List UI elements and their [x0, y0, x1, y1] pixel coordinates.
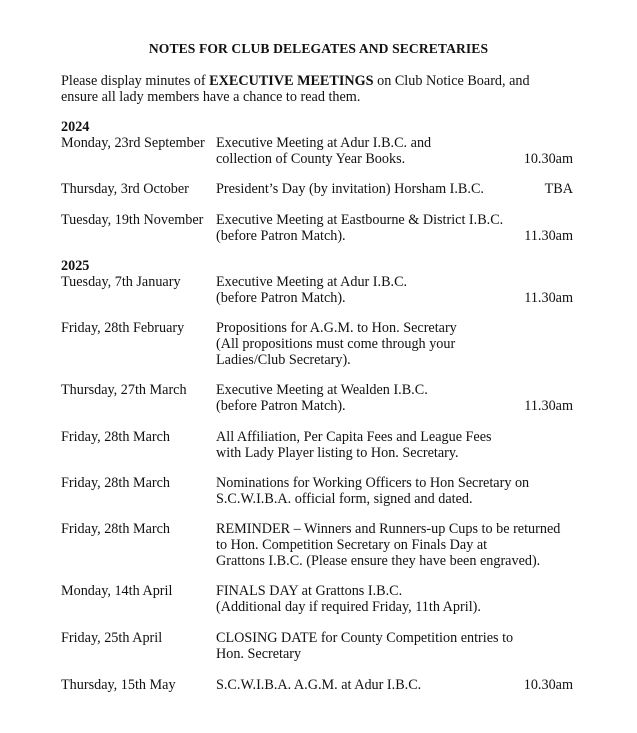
- entry-line: President’s Day (by invitation) Horsham I.B.C.: [216, 181, 484, 197]
- entry-line: (before Patron Match).: [216, 398, 346, 414]
- entry-line: REMINDER – Winners and Runners-up Cups to be returned: [216, 521, 561, 537]
- entry-line: Executive Meeting at Eastbourne & District I.B.C.: [216, 212, 504, 228]
- entry-line: Executive Meeting at Adur I.B.C.: [216, 274, 408, 290]
- entry-time: 11.30am: [524, 398, 573, 414]
- entry-description: [216, 429, 492, 461]
- entry-line: Propositions for A.G.M. to Hon. Secretary: [216, 320, 457, 336]
- intro-paragraph: [61, 73, 591, 105]
- entry-line: with Lady Player listing to Hon. Secretary.: [216, 445, 459, 461]
- entry-description: [216, 212, 503, 244]
- entry-line: S.C.W.I.B.A. A.G.M. at Adur I.B.C.: [216, 677, 422, 693]
- entry-time: 11.30am: [524, 290, 573, 306]
- entry-description: [216, 135, 431, 167]
- entry-date: Friday, 28th March: [61, 429, 171, 445]
- entry-line: Grattons I.B.C. (Please ensure they have been engraved).: [216, 553, 541, 569]
- entry-date: Thursday, 3rd October: [61, 181, 189, 197]
- entry-description: [216, 583, 481, 615]
- entry-description: [216, 521, 560, 569]
- entry-date: Monday, 23rd September: [61, 135, 205, 151]
- entry-line: collection of County Year Books.: [216, 151, 406, 167]
- entry-description: [216, 320, 457, 368]
- entry-date: Friday, 28th February: [61, 320, 185, 336]
- entry-line: S.C.W.I.B.A. official form, signed and dated.: [216, 491, 473, 507]
- entry-description: [216, 382, 428, 414]
- page-title: NOTES FOR CLUB DELEGATES AND SECRETARIES: [148, 41, 489, 56]
- entry-date: Friday, 28th March: [61, 521, 171, 537]
- entry-date: Tuesday, 7th January: [61, 274, 181, 290]
- entry-line: (before Patron Match).: [216, 290, 346, 306]
- entry-time: 10.30am: [523, 677, 573, 693]
- entry-line: (Additional day if required Friday, 11th April).: [216, 599, 481, 615]
- entry-line: to Hon. Competition Secretary on Finals Day at: [216, 537, 488, 553]
- intro-line-2: ensure all lady members have a chance to read them.: [61, 89, 361, 105]
- intro-emphasis: EXECUTIVE MEETINGS: [209, 73, 374, 89]
- entry-time: 10.30am: [523, 151, 573, 167]
- entry-line: All Affiliation, Per Capita Fees and League Fees: [216, 429, 492, 445]
- entry-time: TBA: [544, 181, 573, 197]
- entry-line: Nominations for Working Officers to Hon Secretary on: [216, 475, 530, 491]
- entry-time: 11.30am: [524, 228, 573, 244]
- entry-description: [216, 181, 484, 197]
- entry-line: Hon. Secretary: [216, 646, 302, 662]
- entry-line: (before Patron Match).: [216, 228, 346, 244]
- intro-suffix: on Club Notice Board, and: [373, 73, 530, 89]
- year-heading: 2025: [61, 258, 90, 274]
- entry-line: Executive Meeting at Wealden I.B.C.: [216, 382, 428, 398]
- entry-line: (All propositions must come through your: [216, 336, 456, 352]
- entry-line: Ladies/Club Secretary).: [216, 352, 351, 368]
- entry-description: [216, 630, 513, 662]
- entry-line: Executive Meeting at Adur I.B.C. and: [216, 135, 432, 151]
- entry-description: [216, 677, 421, 693]
- entry-line: FINALS DAY at Grattons I.B.C.: [216, 583, 403, 599]
- intro-prefix: Please display minutes of: [61, 73, 210, 89]
- entry-date: Monday, 14th April: [61, 583, 173, 599]
- entry-date: Tuesday, 19th November: [61, 212, 204, 228]
- entry-description: [216, 475, 529, 507]
- entry-date: Friday, 25th April: [61, 630, 163, 646]
- entry-date: Thursday, 27th March: [61, 382, 187, 398]
- entry-date: Friday, 28th March: [61, 475, 171, 491]
- entry-line: CLOSING DATE for County Competition entries to: [216, 630, 514, 646]
- year-heading: 2024: [61, 119, 90, 135]
- entry-date: Thursday, 15th May: [61, 677, 176, 693]
- entry-description: [216, 274, 407, 306]
